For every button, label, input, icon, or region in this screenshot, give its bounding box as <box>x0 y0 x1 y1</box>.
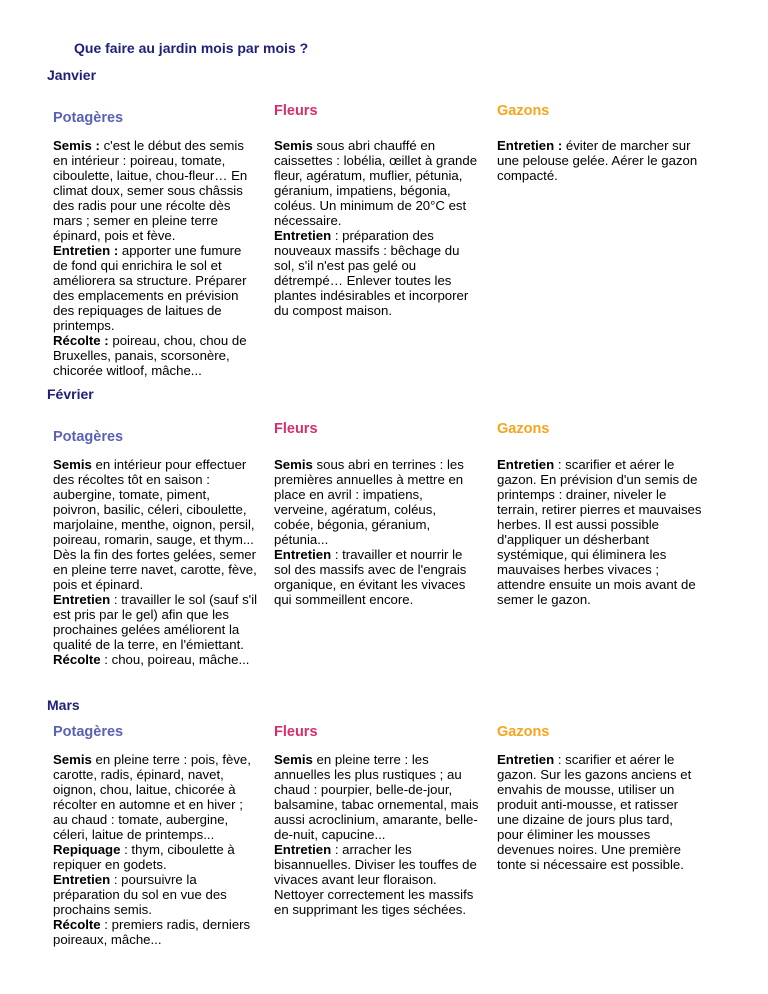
entry-text: sous abri en terrines : les premières annuelles à mettre en place en avril : impatiens, verveine, agératum, coléus, cobée, bégonia, géranium, pétunia... <box>274 457 464 547</box>
entry-text: : scarifier et aérer le gazon. Sur les gazons anciens et envahis de mousse, utiliser un produit anti-mousse, et ratisser une dizaine de jours plus tard, pour éliminer les mousses devenues noires. Une première tonte si nécessaire est possible. <box>497 752 692 872</box>
entry <box>53 457 258 592</box>
entry-text: : chou, poireau, mâche... <box>100 652 250 667</box>
entry <box>53 917 258 947</box>
entry-label: Semis <box>274 752 313 767</box>
entry-text: : travailler le sol (sauf s'il est pris par le gel) afin que les prochaines gelées améliorent la qualité de la terre, en l'émiettant. <box>53 592 258 652</box>
entry <box>274 138 479 228</box>
entry-text: sous abri chauffé en caissettes : lobélia, œillet à grande fleur, agératum, muflier, pétunia, géranium, impatiens, bégonia, coléus. Un minimum de 20°C est nécessaire. <box>274 138 478 228</box>
entry-text: : poursuivre la préparation du sol en vue des prochains semis. <box>53 872 227 917</box>
entry-text: en pleine terre : pois, fève, carotte, radis, épinard, navet, oignon, chou, laitue, chicorée à récolter en automne et en hiver ; au chaud : tomate, aubergine, céleri, laitue de printemps... <box>53 752 251 842</box>
column-header: Fleurs <box>274 421 318 437</box>
document-title: Que faire au jardin mois par mois ? <box>74 40 309 56</box>
entry-label: Semis <box>53 457 92 472</box>
entry-text: apporter une fumure de fond qui enrichira le sol et améliorera sa structure. Préparer des emplacements en prévision des repiquages de laitues de printemps. <box>53 243 247 333</box>
entry-label: Repiquage <box>53 842 121 857</box>
entry-label: Entretien <box>53 872 111 887</box>
entry <box>274 842 479 917</box>
entry-label: Entretien <box>497 457 555 472</box>
entry-label: Entretien <box>274 228 332 243</box>
month-title: Janvier <box>47 67 97 83</box>
entry-text: : thym, ciboulette à repiquer en godets. <box>53 842 235 872</box>
column-body <box>53 138 258 378</box>
entry <box>53 872 258 917</box>
month-title: Février <box>47 386 94 402</box>
entry <box>274 752 479 842</box>
entry <box>53 243 258 333</box>
entry-text: : travailler et nourrir le sol des massifs avec de l'engrais organique, en évitant les vivaces qui sommeillent encore. <box>274 547 467 607</box>
column-header: Gazons <box>497 421 550 437</box>
entry-text: poireau, chou, chou de Bruxelles, panais, scorsonère, chicorée witloof, mâche... <box>53 333 247 378</box>
entry <box>497 138 702 183</box>
entry <box>53 592 258 652</box>
column-header: Potagères <box>53 724 124 740</box>
month-title: Mars <box>47 697 80 713</box>
column-header: Gazons <box>497 724 550 740</box>
entry <box>53 842 258 872</box>
column-body <box>53 752 258 947</box>
entry-label: Semis <box>274 138 313 153</box>
column-header: Fleurs <box>274 724 318 740</box>
entry-text: : arracher les bisannuelles. Diviser les touffes de vivaces avant leur floraison. Nettoyer correctement les massifs en supprimant les tiges séchées. <box>274 842 477 917</box>
entry-label: Entretien <box>497 752 555 767</box>
column-body <box>497 138 702 183</box>
entry-text: en intérieur pour effectuer des récoltes tôt en saison : aubergine, tomate, piment, poivron, basilic, céleri, ciboulette, marjolaine, menthe, oignon, persil, poireau, romarin, sauge, et thym... Dès la fin des fortes gelées, semer en pleine terre navet, carotte, fève, pois et épinard. <box>53 457 257 592</box>
entry <box>274 228 479 318</box>
column-body <box>497 752 702 872</box>
column-header: Fleurs <box>274 103 318 119</box>
column-body <box>274 457 479 607</box>
entry-label: Entretien <box>53 592 111 607</box>
entry-text: éviter de marcher sur une pelouse gelée. Aérer le gazon compacté. <box>497 138 698 183</box>
entry-label: Récolte : <box>53 333 109 348</box>
entry-label: Récolte <box>53 652 101 667</box>
entry-text: c'est le début des semis en intérieur : poireau, tomate, ciboulette, laitue, chou-fleur… En climat doux, semer sous châssis des radis pour une récolte dès mars ; semer en pleine terre épinard, pois et fève. <box>53 138 248 243</box>
entry-label: Semis <box>53 752 92 767</box>
entry-label: Récolte <box>53 917 101 932</box>
column-body <box>497 457 702 607</box>
entry <box>53 333 258 378</box>
entry <box>274 547 479 607</box>
entry <box>274 457 479 547</box>
entry <box>497 457 702 607</box>
entry-text: en pleine terre : les annuelles les plus rustiques ; au chaud : pourpier, belle-de-jour, balsamine, tabac ornemental, mais aussi acroclinium, amarante, belle-de-nuit, capucine... <box>274 752 479 842</box>
column-header: Potagères <box>53 429 124 445</box>
entry-label: Entretien : <box>497 138 563 153</box>
entry-label: Entretien <box>274 842 332 857</box>
entry <box>53 138 258 243</box>
column-header: Gazons <box>497 103 550 119</box>
entry <box>53 752 258 842</box>
entry-label: Semis : <box>53 138 100 153</box>
entry-label: Semis <box>274 457 313 472</box>
entry-label: Entretien : <box>53 243 119 258</box>
entry <box>53 652 258 667</box>
entry-text: : scarifier et aérer le gazon. En prévision d'un semis de printemps : drainer, niveler le terrain, retirer pierres et mauvaises herbes. Il est aussi possible d'appliquer un désherbant systémique, qui éliminera les mauvaises herbes vivaces ; attendre ensuite un mois avant de semer le gazon. <box>497 457 702 607</box>
entry-text: : premiers radis, derniers poireaux, mâche... <box>53 917 251 947</box>
entry <box>497 752 702 872</box>
column-body <box>53 457 258 667</box>
column-body <box>274 752 479 917</box>
entry-text: : préparation des nouveaux massifs : bêchage du sol, s'il n'est pas gelé ou détrempé… Enlever toutes les plantes indésirables et incorporer du compost maison. <box>274 228 469 318</box>
entry-label: Entretien <box>274 547 332 562</box>
column-body <box>274 138 479 318</box>
column-header: Potagères <box>53 110 124 126</box>
